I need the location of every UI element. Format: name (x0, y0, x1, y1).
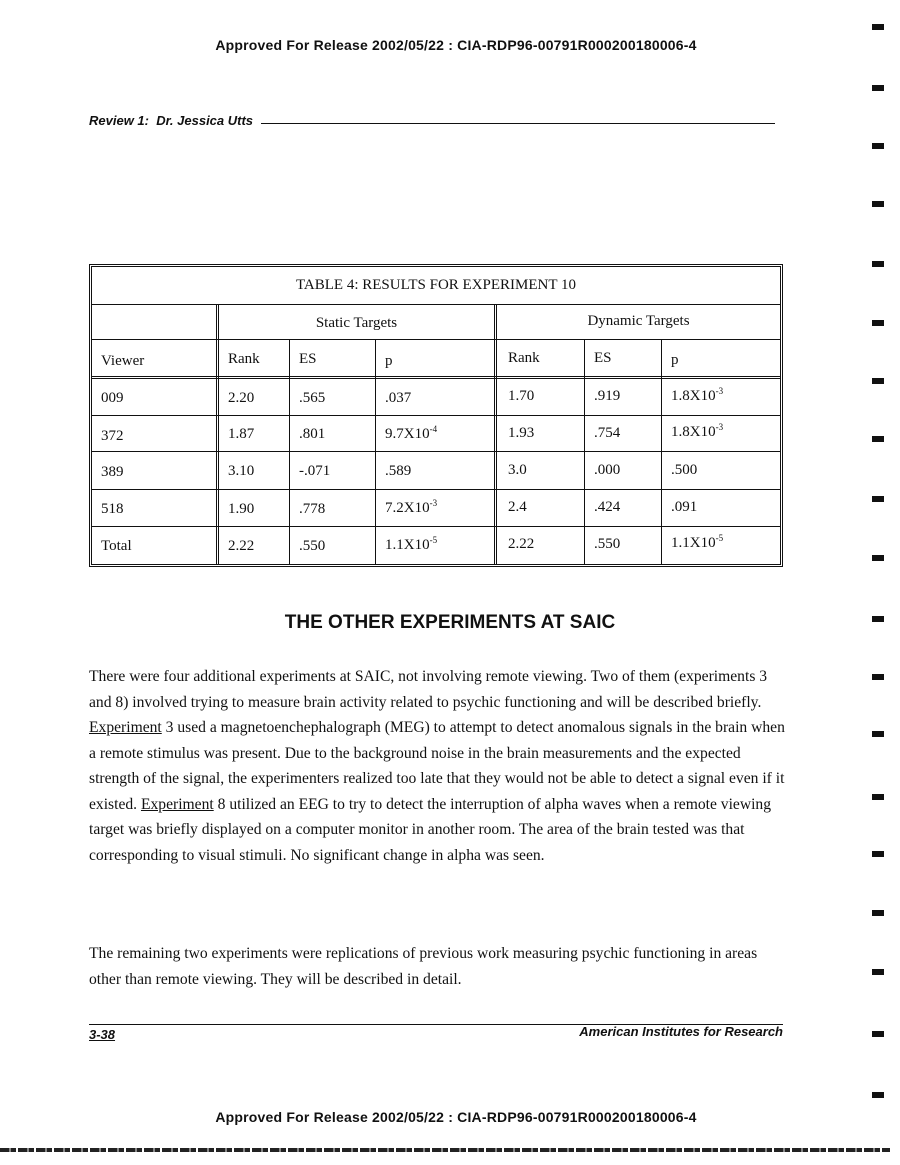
underlined-word: Experiment (89, 719, 162, 736)
scan-margin-mark (872, 851, 884, 857)
col-header-dynamic-p: p (671, 352, 679, 368)
paragraph-text: 3 used a magnetoenchephalograph (MEG) to attempt to detect anomalous signals in the brain when a remote stimulus was present. Due to the background noise in the brain measurements and the expected strength of the signal, the experimenters realized too late that they would not be able to detect a signal even if it existed. (89, 719, 785, 813)
table-col-rule (661, 340, 662, 564)
table-rule (92, 451, 780, 452)
table-col-rule (375, 340, 376, 564)
table-rule (92, 304, 780, 305)
cell-static-rank: 1.90 (228, 501, 255, 517)
scan-margin-mark (872, 378, 884, 384)
scan-margin-mark (872, 969, 884, 975)
scan-margin-mark (872, 674, 884, 680)
p-exponent: -3 (429, 498, 438, 508)
cell-dynamic-p (671, 388, 723, 405)
cell-static-es: .565 (299, 390, 326, 406)
p-exponent: -5 (429, 535, 438, 545)
cell-static-rank: 3.10 (228, 463, 255, 479)
cell-static-es: .550 (299, 538, 326, 554)
table-rule (92, 415, 780, 416)
underlined-word: Experiment (140, 795, 214, 813)
body-paragraph (89, 664, 789, 868)
col-header-viewer: Viewer (101, 353, 145, 369)
cell-viewer: Total (101, 538, 132, 554)
table-col-rule (494, 305, 497, 564)
cell-dynamic-rank: 2.22 (508, 536, 535, 552)
cell-static-rank: 2.22 (228, 538, 255, 554)
cell-dynamic-es: .000 (594, 462, 621, 478)
cell-dynamic-rank: 1.70 (508, 388, 535, 404)
table-col-rule (289, 340, 290, 564)
cell-viewer: 518 (101, 501, 124, 517)
p-base: 1.8X10 (671, 424, 716, 440)
col-header-static-es: ES (299, 351, 317, 367)
p-base: 1.1X10 (671, 535, 716, 551)
scan-margin-mark (872, 201, 884, 207)
cell-static-es: -.071 (299, 463, 331, 479)
p-exponent: -3 (715, 386, 724, 396)
p-base: 1.8X10 (671, 388, 716, 404)
col-header-dynamic-es: ES (594, 350, 612, 366)
page-footer (89, 1024, 783, 1043)
cell-dynamic-es: .550 (594, 536, 621, 552)
cell-dynamic-rank: 3.0 (508, 462, 527, 478)
scan-margin-mark (872, 794, 884, 800)
cell-dynamic-rank: 1.93 (508, 425, 535, 441)
table-col-rule (216, 305, 219, 564)
scan-margin-mark (872, 261, 884, 267)
table-col-rule (584, 340, 585, 564)
footer-publisher: American Institutes for Research (579, 1024, 783, 1039)
cell-static-es: .778 (299, 501, 326, 517)
table-rule (92, 489, 780, 490)
p-exponent: -4 (429, 424, 438, 434)
p-base: 7.2X10 (385, 500, 430, 516)
col-header-dynamic-rank: Rank (508, 350, 540, 366)
release-stamp-bottom: Approved For Release 2002/05/22 : CIA-RDP96-00791R000200180006-4 (215, 1109, 697, 1125)
scan-margin-mark (872, 910, 884, 916)
col-header-static-p: p (385, 353, 393, 369)
cell-static-p (385, 426, 437, 443)
paragraph-text: 8 utilized an EEG to try to detect the interruption of alpha waves when a remote viewing target was briefly displayed on a computer monitor in another room. The area of the brain tested was that corresponding to visual stimuli. No significant change in alpha was seen. (89, 795, 772, 864)
cell-static-p (385, 500, 437, 517)
scan-margin-mark (872, 496, 884, 502)
scan-margin-mark (872, 555, 884, 561)
section-heading: THE OTHER EXPERIMENTS AT SAIC (284, 612, 616, 633)
cell-viewer: 009 (101, 390, 124, 406)
cell-static-rank: 1.87 (228, 426, 255, 442)
running-head (89, 110, 775, 128)
cell-viewer: 372 (101, 428, 124, 444)
cell-dynamic-p (671, 424, 723, 441)
table-rule (92, 526, 780, 527)
p-base: 1.1X10 (385, 537, 430, 553)
cell-static-p: .589 (385, 463, 412, 479)
cell-static-p: .037 (385, 390, 412, 406)
scan-edge-strip (0, 1148, 890, 1152)
table-rule (92, 339, 780, 340)
scan-margin-mark (872, 143, 884, 149)
release-stamp-top: Approved For Release 2002/05/22 : CIA-RDP96-00791R000200180006-4 (215, 37, 697, 53)
cell-viewer: 389 (101, 464, 124, 480)
group-header-dynamic: Dynamic Targets (587, 313, 690, 329)
table-title: TABLE 4: RESULTS FOR EXPERIMENT 10 (295, 277, 577, 293)
scan-margin-mark (872, 1092, 884, 1098)
paragraph-text: There were four additional experiments at SAIC, not involving remote viewing. Two of them (experiments 3 and 8) involved trying to measure brain activity related to psychic functioning and will be described briefly. (89, 668, 768, 711)
results-table (89, 264, 783, 567)
cell-static-p (385, 537, 437, 554)
scan-margin-mark (872, 24, 884, 30)
scan-margin-mark (872, 731, 884, 737)
cell-dynamic-rank: 2.4 (508, 499, 527, 515)
cell-dynamic-p: .091 (671, 499, 698, 515)
cell-static-rank: 2.20 (228, 390, 255, 406)
p-exponent: -5 (715, 533, 724, 543)
col-header-static-rank: Rank (228, 351, 260, 367)
table-rule (92, 376, 780, 379)
running-head-rule (261, 123, 775, 124)
scan-margin-mark (872, 320, 884, 326)
cell-dynamic-es: .919 (594, 388, 621, 404)
scan-margin-mark (872, 85, 884, 91)
scan-margin-mark (872, 616, 884, 622)
scan-margin-mark (872, 436, 884, 442)
cell-static-es: .801 (299, 426, 326, 442)
cell-dynamic-es: .754 (594, 425, 621, 441)
p-base: 9.7X10 (385, 426, 430, 442)
group-header-static: Static Targets (315, 315, 398, 331)
p-exponent: -3 (715, 422, 724, 432)
page-number: 3-38 (89, 1027, 116, 1042)
cell-dynamic-p: .500 (671, 462, 698, 478)
cell-dynamic-p (671, 535, 723, 552)
cell-dynamic-es: .424 (594, 499, 621, 515)
scan-margin-mark (872, 1031, 884, 1037)
running-head-text: Review 1: Dr. Jessica Utts (89, 113, 254, 128)
body-paragraph: The remaining two experiments were replications of previous work measuring psychic functioning in areas other than remote viewing. They will be described in detail. (89, 945, 758, 988)
